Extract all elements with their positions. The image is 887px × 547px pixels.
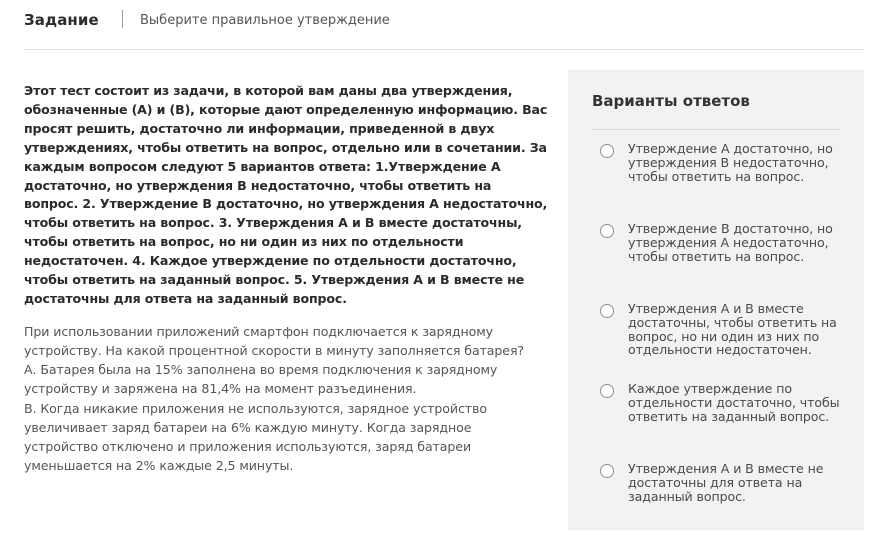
answers-divider bbox=[592, 129, 840, 130]
answer-option-label[interactable]: Утверждения А и В вместе не достаточны для ответа на заданный вопрос. bbox=[628, 461, 824, 504]
radio-button[interactable] bbox=[600, 384, 614, 398]
test-instructions: Этот тест состоит из задачи, в которой вам даны два утверждения, обозначенные (А) и (В), которые дают определенную информацию. Вас просят решить, достаточно ли информации, приведенной в двух утверждениях, чтобы ответить на вопрос, отдельно или в сочетании. За каждым вопросом следуют 5 вариантов ответа: 1.Утверждение А достаточно, но утверждения В недостаточно, чтобы ответить на вопрос. 2. Утверждение В достаточно, но утверждения А недостаточно, чтобы ответить на вопрос. 3. Утверждения А и В вместе достаточны, чтобы ответить на вопрос, но ни один из них по отдельности недостаточен. 4. Каждое утверждение по отдельности достаточно, чтобы ответить на заданный вопрос. 5. Утверждения А и В вместе не достаточны для ответа на заданный вопрос. bbox=[24, 83, 548, 306]
task-header bbox=[24, 0, 864, 50]
statement-a: А. Батарея была на 15% заполнена во время подключения к зарядному устройству и заряжена на 81,4% на момент разъединения. bbox=[24, 362, 498, 397]
header-divider bbox=[122, 10, 123, 28]
task-title: Задание bbox=[24, 11, 99, 29]
answers-title: Варианты ответов bbox=[592, 92, 750, 110]
answer-option-label[interactable]: Утверждения А и В вместе достаточны, чтобы ответить на вопрос, но ни один из них по отдельности недостаточен. bbox=[628, 301, 837, 358]
answer-option-label[interactable]: Каждое утверждение по отдельности достаточно, чтобы ответить на заданный вопрос. bbox=[628, 381, 840, 424]
answer-option-label[interactable]: Утверждение В достаточно, но утверждения А недостаточно, чтобы ответить на вопрос. bbox=[628, 221, 833, 264]
answers-panel bbox=[568, 70, 864, 530]
radio-button[interactable] bbox=[600, 224, 614, 238]
task-instruction: Выберите правильное утверждение bbox=[140, 13, 390, 28]
problem-text bbox=[24, 322, 548, 476]
radio-button[interactable] bbox=[600, 144, 614, 158]
problem-question: При использовании приложений смартфон подключается к зарядному устройству. На какой процентной скорости в минуту заполняется батарея? bbox=[24, 323, 525, 359]
statement-b: В. Когда никакие приложения не используются, зарядное устройство увеличивает заряд батареи на 6% каждую минуту. Когда зарядное устройство отключено и приложения используются, заряд батареи уменьшается на 2% каждые 2,5 минуты. bbox=[24, 400, 487, 474]
answer-option-label[interactable]: Утверждение А достаточно, но утверждения В недостаточно, чтобы ответить на вопрос. bbox=[628, 141, 833, 184]
radio-button[interactable] bbox=[600, 304, 614, 318]
radio-button[interactable] bbox=[600, 464, 614, 478]
question-block bbox=[24, 82, 548, 476]
